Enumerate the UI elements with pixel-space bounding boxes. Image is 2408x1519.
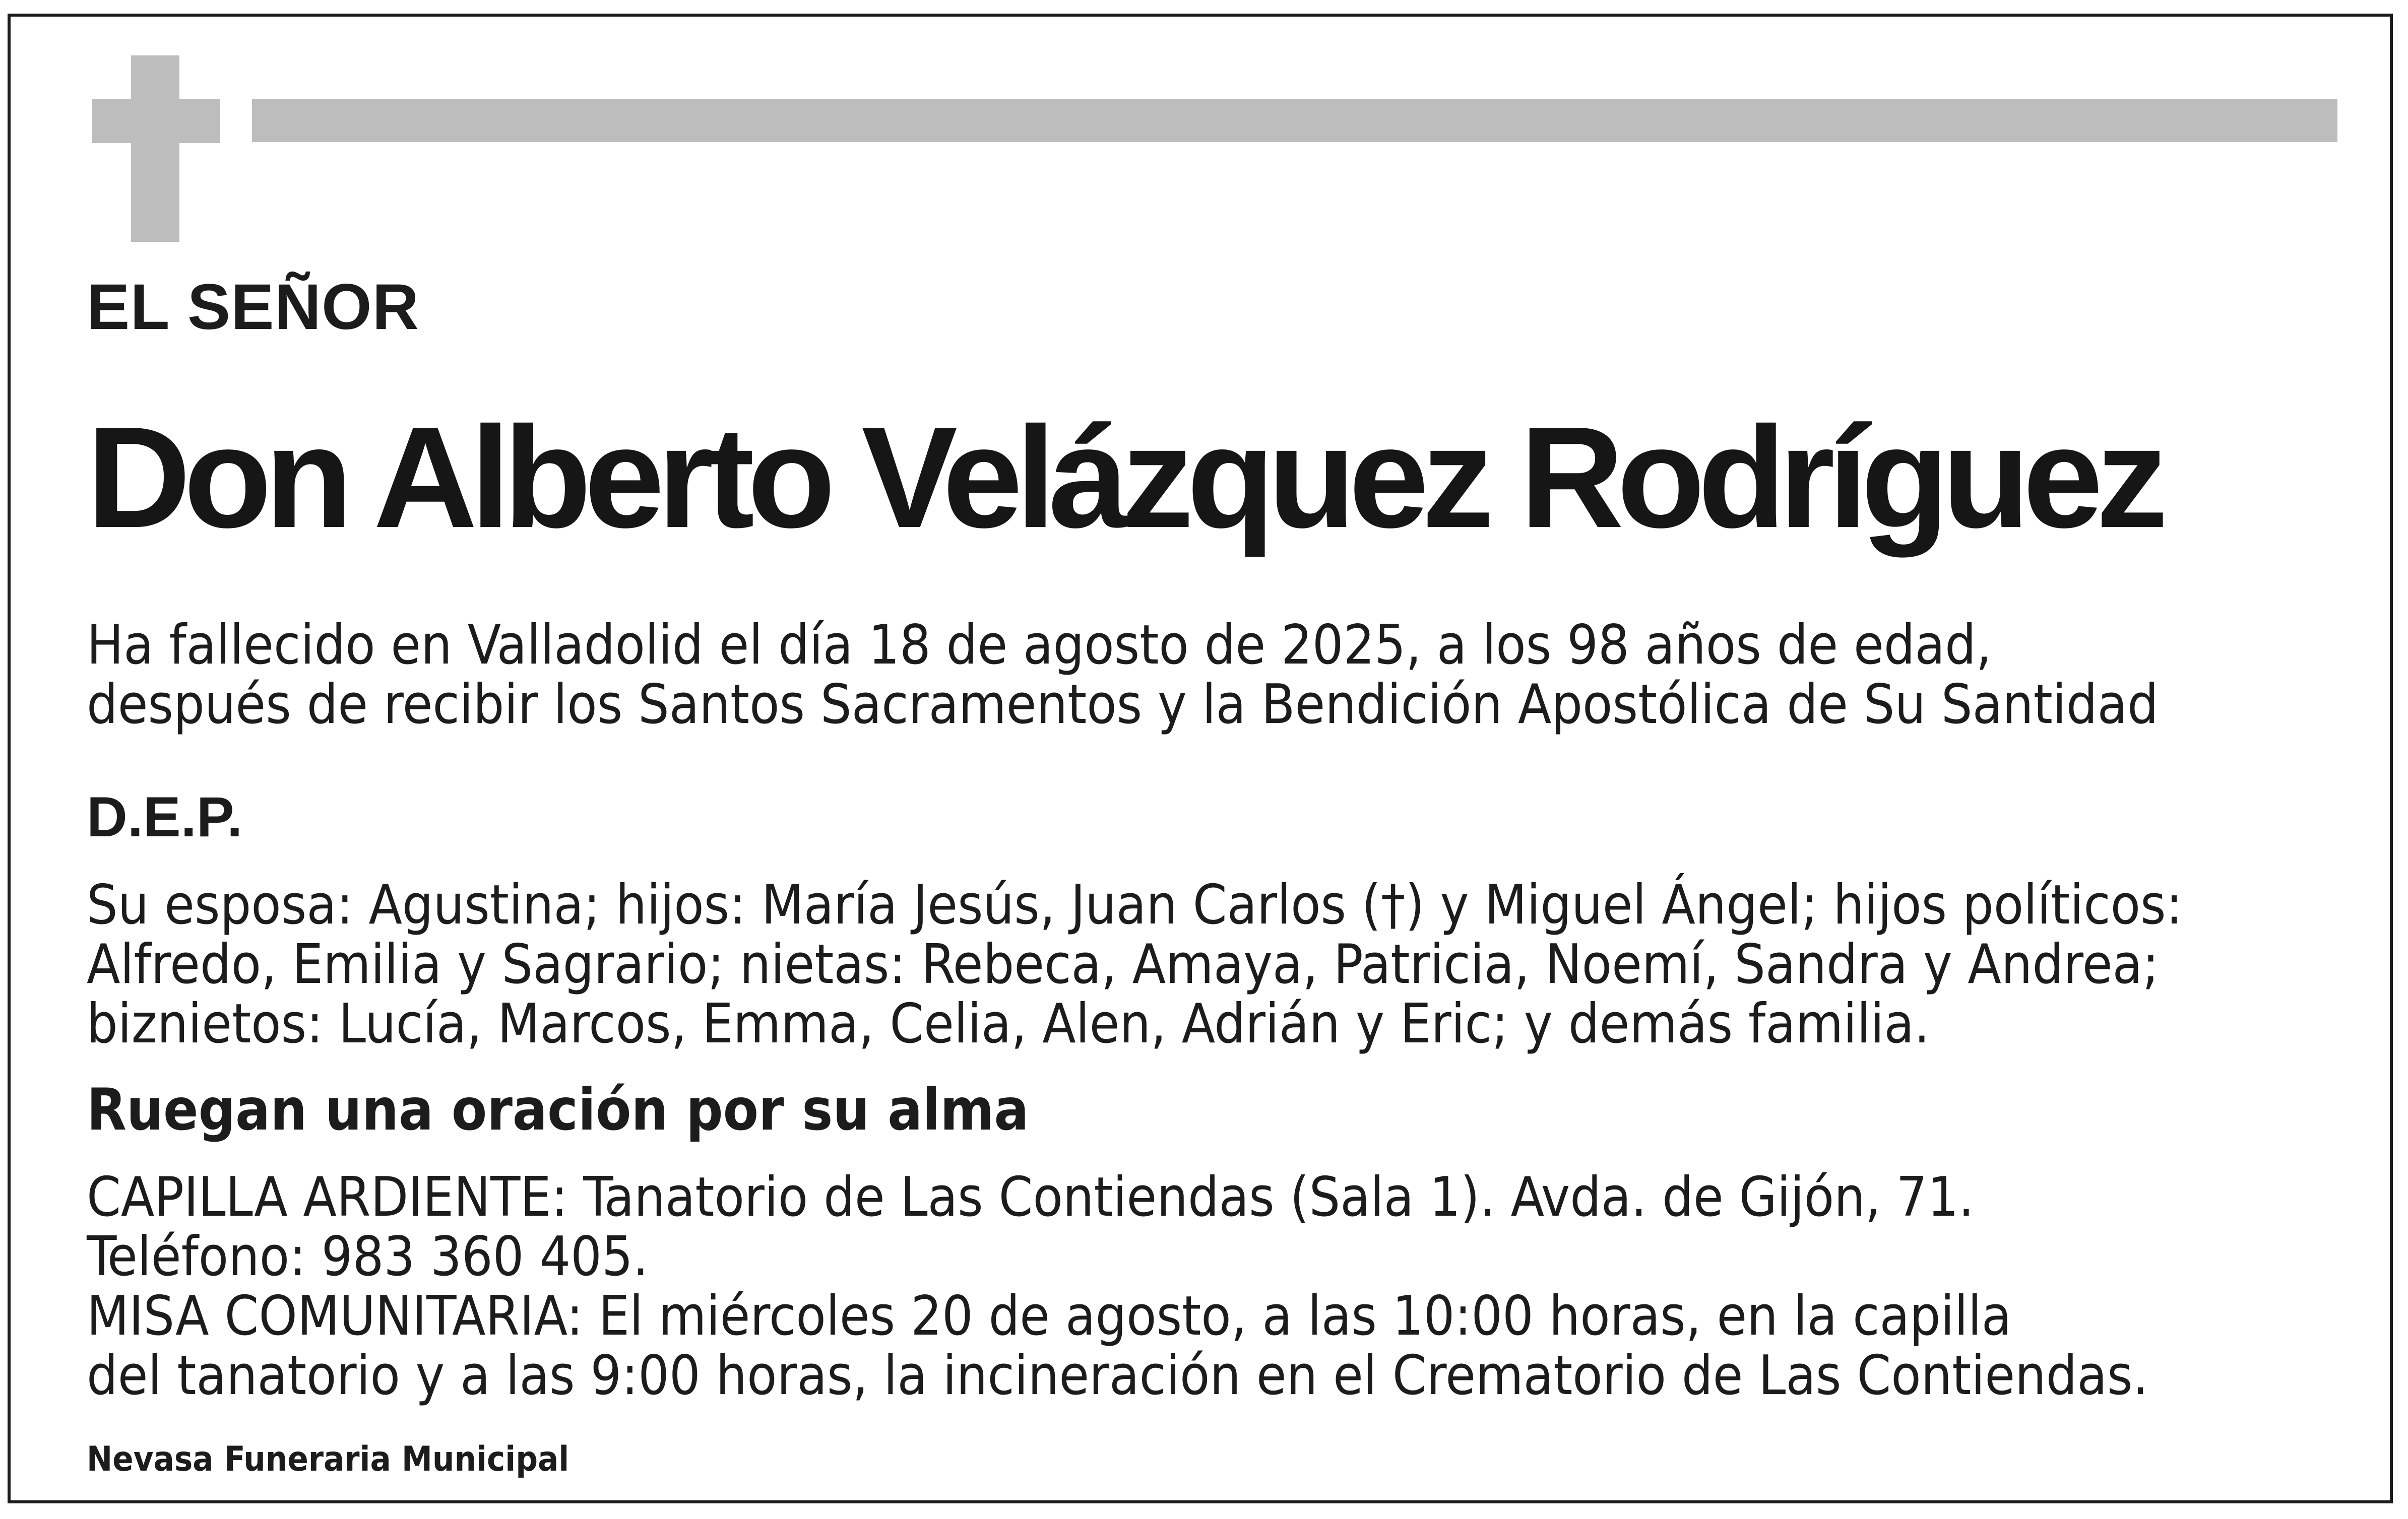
service-details xyxy=(87,1168,2148,1406)
death-announcement xyxy=(87,616,2159,735)
announcement-line: después de recibir los Santos Sacramentos y la Bendición Apostólica de Su Santidad xyxy=(87,673,2159,736)
cross-icon-arm xyxy=(92,99,220,143)
service-line: del tanatorio y a las 9:00 horas, la incineración en el Crematorio de Las Contiendas. xyxy=(87,1344,2148,1407)
family-line: biznietos: Lucía, Marcos, Emma, Celia, Alen, Adrián y Eric; y demás familia. xyxy=(87,993,1930,1055)
family-list xyxy=(87,876,2182,1054)
dep-label: D.E.P. xyxy=(87,785,243,848)
family-line: Alfredo, Emilia y Sagrario; nietas: Rebeca, Amaya, Patricia, Noemí, Sandra y Andrea; xyxy=(87,933,2159,996)
header-rule xyxy=(252,99,2337,142)
family-line: Su esposa: Agustina; hijos: María Jesús, Juan Carlos (†) y Miguel Ángel; hijos políticos: xyxy=(87,874,2183,937)
service-line: Teléfono: 983 360 405. xyxy=(87,1225,649,1288)
service-line: CAPILLA ARDIENTE: Tanatorio de Las Contiendas (Sala 1). Avda. de Gijón, 71. xyxy=(87,1166,1974,1229)
funeral-home: Nevasa Funeraria Municipal xyxy=(87,1439,569,1479)
service-line: MISA COMUNITARIA: El miércoles 20 de agosto, a las 10:00 horas, en la capilla xyxy=(87,1285,2012,1348)
announcement-line: Ha fallecido en Valladolid el día 18 de agosto de 2025, a los 98 años de edad, xyxy=(87,614,1992,677)
deceased-name: Don Alberto Velázquez Rodríguez xyxy=(87,397,2161,558)
title-label: EL SEÑOR xyxy=(87,271,419,343)
prayer-request: Ruegan una oración por su alma xyxy=(87,1076,1029,1143)
cross-icon xyxy=(131,55,179,242)
